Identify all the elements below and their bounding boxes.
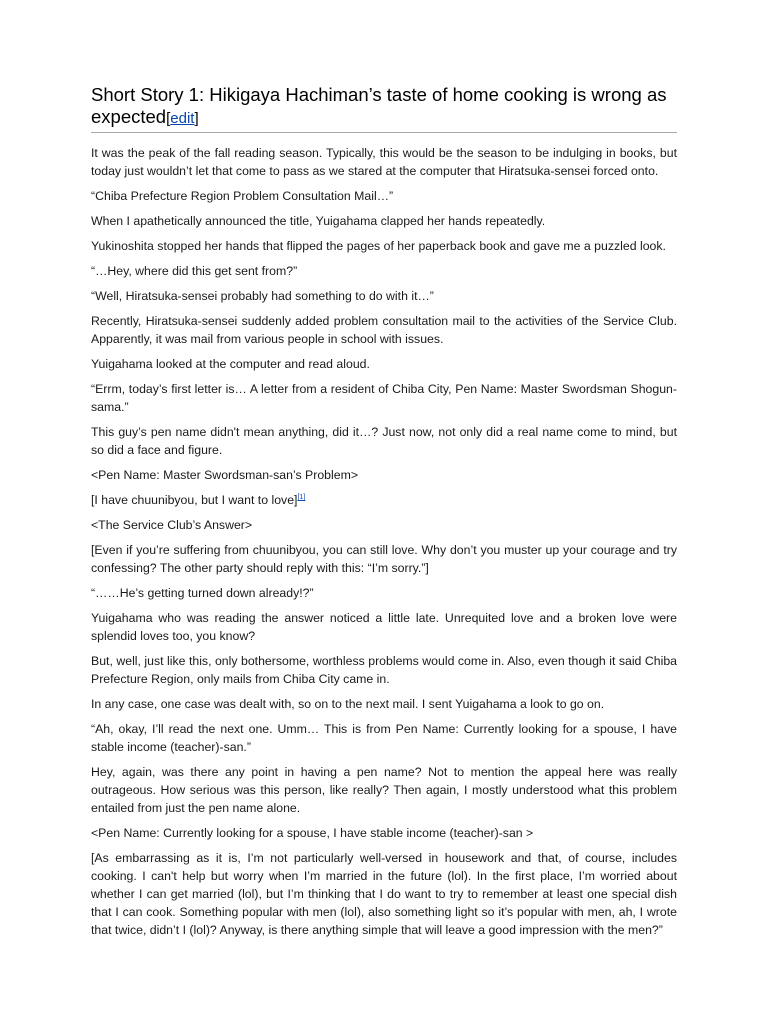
paragraph: When I apathetically announced the title, Yuigahama clapped her hands repeatedly. bbox=[91, 214, 546, 228]
paragraph: It was the peak of the fall reading season. Typically, this would be the season to be indulging in books, but today just wouldn’t let that come to pass as we stared at the computer that Hiratsuka-sensei forced onto. bbox=[91, 146, 677, 178]
paragraph: Hey, again, was there any point in having a pen name? Not to mention the appeal here was really outrageous. How serious was this person, like really? Then again, I mostly understood what this problem entailed from just the pen name alone. bbox=[91, 765, 677, 815]
paragraph: Recently, Hiratsuka-sensei suddenly added problem consultation mail to the activities of the Service Club. Apparently, it was mail from various people in school with issues. bbox=[91, 314, 677, 346]
footnote-ref bbox=[297, 494, 305, 501]
paragraph: But, well, just like this, only bothersome, worthless problems would come in. Also, even though it said Chiba Prefecture Region, only mails from Chiba City came in. bbox=[91, 654, 677, 686]
article-body bbox=[91, 144, 677, 939]
paragraph: Yuigahama who was reading the answer noticed a little late. Unrequited love and a broken love were splendid loves too, you know? bbox=[91, 611, 677, 643]
paragraph: Yukinoshita stopped her hands that flipped the pages of her paperback book and gave me a puzzled look. bbox=[91, 239, 666, 253]
paragraph: [As embarrassing as it is, I’m not particularly well-versed in housework and that, of course, includes cooking. I can't help but worry when I’m married in the future (lol). In the first place, I’m worried about whether I can get married (lol), but I’m thinking that I do want to try to remember at least one special dish that I can cook. Something popular with men (lol), also something light so it’s popular with men, ah, I wrote that twice, didn’t I (lol)? Anyway, is there anything simple that will leave a good impression with the men?” bbox=[91, 851, 677, 937]
title-text: Short Story 1: Hikigaya Hachiman’s taste of home cooking is wrong as expected bbox=[91, 84, 667, 127]
paragraph: “…Hey, where did this get sent from?” bbox=[91, 264, 298, 278]
paragraph: “Well, Hiratsuka-sensei probably had something to do with it…” bbox=[91, 289, 434, 303]
page-title bbox=[91, 84, 677, 133]
footnote-link[interactable]: [1] bbox=[297, 493, 306, 501]
paragraph: “……He’s getting turned down already!?” bbox=[91, 586, 314, 600]
paragraph: “Ah, okay, I’ll read the next one. Umm… This is from Pen Name: Currently looking for a spouse, I have stable income (teacher)-san.” bbox=[91, 722, 677, 754]
paragraph: <The Service Club’s Answer> bbox=[91, 518, 253, 532]
paragraph-with-footnote bbox=[91, 491, 677, 509]
edit-link[interactable]: edit bbox=[170, 110, 195, 127]
paragraph: [Even if you’re suffering from chuunibyou, you can still love. Why don’t you muster up your courage and try confessing? The other party should reply with this: “I’m sorry.”] bbox=[91, 543, 677, 575]
paragraph: <Pen Name: Master Swordsman-san’s Problem> bbox=[91, 468, 359, 482]
paragraph: <Pen Name: Currently looking for a spouse, I have stable income (teacher)-san > bbox=[91, 826, 534, 840]
paragraph: In any case, one case was dealt with, so on to the next mail. I sent Yuigahama a look to go on. bbox=[91, 697, 605, 711]
paragraph: “Errm, today’s first letter is… A letter from a resident of Chiba City, Pen Name: Master Swordsman Shogun-sama.” bbox=[91, 382, 677, 414]
edit-open-bracket: [ bbox=[166, 110, 171, 127]
paragraph-text: [I have chuunibyou, but I want to love] bbox=[91, 493, 298, 507]
paragraph: Yuigahama looked at the computer and read aloud. bbox=[91, 357, 370, 371]
edit-close-bracket: ] bbox=[194, 110, 199, 127]
article bbox=[91, 84, 677, 946]
paragraph: This guy’s pen name didn't mean anything, did it…? Just now, not only did a real name come to mind, but so did a face and figure. bbox=[91, 425, 677, 457]
paragraph: “Chiba Prefecture Region Problem Consultation Mail…” bbox=[91, 189, 394, 203]
